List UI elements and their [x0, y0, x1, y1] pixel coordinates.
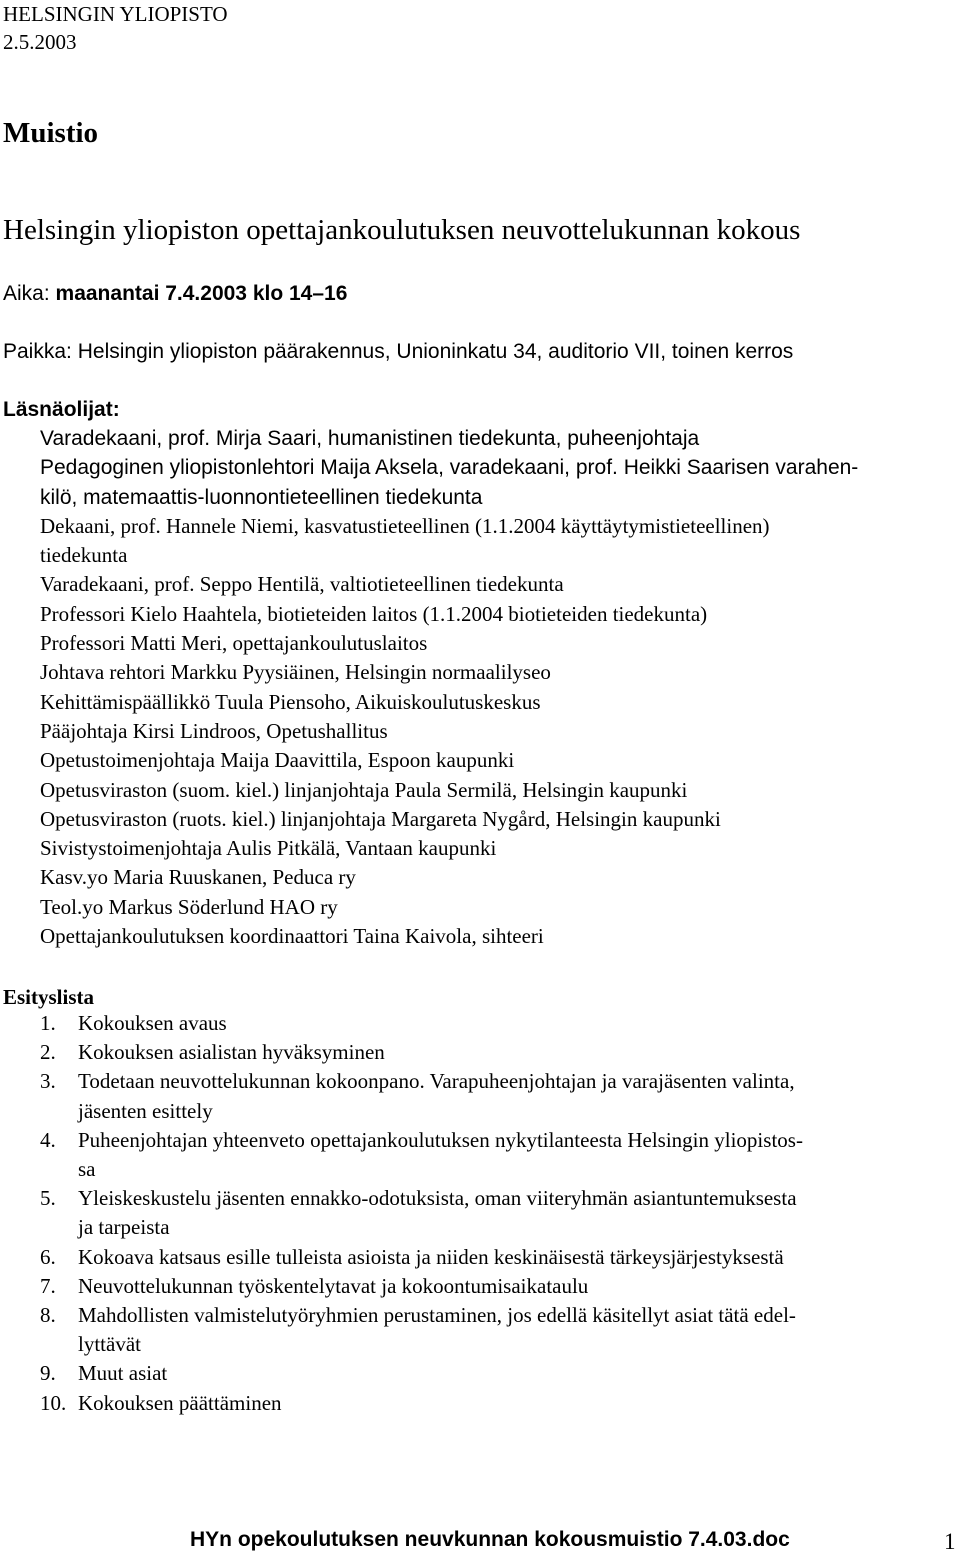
attendee-line: Opetustoimenjohtaja Maija Daavittila, Espoon kaupunki — [40, 748, 515, 773]
document-date: 2.5.2003 — [3, 30, 77, 54]
agenda-item-text: sa — [78, 1157, 96, 1182]
attendee-line: Opetusviraston (suom. kiel.) linjanjohtaja Paula Sermilä, Helsingin kaupunki — [40, 777, 688, 802]
attendee-line: Varadekaani, prof. Seppo Hentilä, valtiotieteellinen tiedekunta — [40, 572, 564, 597]
agenda-list — [40, 1009, 955, 1418]
agenda-item-number: 8. — [40, 1303, 56, 1328]
agenda-item — [40, 1009, 955, 1038]
agenda-item — [40, 1272, 955, 1301]
agenda-item-text: Neuvottelukunnan työskentelytavat ja kokoontumisaikataulu — [78, 1273, 589, 1298]
agenda-item-text: jäsenten esittely — [78, 1098, 213, 1123]
agenda-item-number: 7. — [40, 1273, 56, 1298]
attendee-line: Pääjohtaja Kirsi Lindroos, Opetushallitus — [40, 718, 388, 743]
agenda-item-number: 1. — [40, 1011, 56, 1035]
agenda-item — [40, 1184, 955, 1242]
attendee-line: Kehittämispäällikkö Tuula Piensoho, Aikuiskoulutuskeskus — [40, 689, 541, 714]
attendee-line: Teol.yo Markus Söderlund HAO ry — [40, 894, 338, 919]
agenda-item — [40, 1038, 955, 1067]
agenda-item — [40, 1126, 955, 1184]
organization-name: HELSINGIN YLIOPISTO — [3, 2, 228, 26]
attendee-line: Kasv.yo Maria Ruuskanen, Peduca ry — [40, 865, 356, 890]
attendee-line: Sivistystoimenjohtaja Aulis Pitkälä, Vantaan kaupunki — [40, 836, 497, 861]
agenda-item-text: Mahdollisten valmistelutyöryhmien perustaminen, jos edellä käsitellyt asiat tätä edel- — [78, 1303, 796, 1328]
agenda-item-number: 9. — [40, 1361, 56, 1386]
agenda-heading: Esityslista — [3, 985, 95, 1009]
attendees-heading: Läsnäolijat: — [3, 398, 120, 421]
footer-filename: HYn opekoulutuksen neuvkunnan kokousmuistio 7.4.03.doc — [190, 1528, 790, 1551]
attendee-line: tiedekunta — [40, 543, 128, 568]
agenda-item-text: Kokouksen asialistan hyväksyminen — [78, 1040, 385, 1065]
place-value: Helsingin yliopiston päärakennus, Unioninkatu 34, auditorio VII, toinen kerros — [77, 340, 794, 363]
agenda-item-number: 2. — [40, 1040, 56, 1065]
agenda-item-text: Muut asiat — [78, 1361, 168, 1386]
attendee-line: Opetusviraston (ruots. kiel.) linjanjohtaja Margareta Nygård, Helsingin kaupunki — [40, 806, 721, 831]
attendee-line: Varadekaani, prof. Mirja Saari, humanistinen tiedekunta, puheenjohtaja — [40, 427, 700, 450]
meeting-subtitle: Helsingin yliopiston opettajankoulutuksen neuvottelukunnan kokous — [3, 214, 801, 246]
agenda-item-number: 5. — [40, 1186, 56, 1211]
agenda-item-number: 6. — [40, 1244, 56, 1269]
agenda-item-text: Kokoava katsaus esille tulleista asioista ja niiden keskinäisestä tärkeysjärjestyksestä — [78, 1244, 784, 1269]
document-title: Muistio — [3, 117, 99, 149]
meeting-place — [3, 340, 793, 364]
agenda-item-text: Yleiskeskustelu jäsenten ennakko-odotuksista, oman viiteryhmän asiantuntemuksesta — [78, 1186, 797, 1211]
place-label: Paikka: — [3, 340, 72, 363]
agenda-item — [40, 1243, 955, 1272]
agenda-item-text: Kokouksen avaus — [78, 1011, 227, 1035]
attendee-line: Johtava rehtori Markku Pyysiäinen, Helsingin normaalilyseo — [40, 660, 551, 685]
attendee-line: Dekaani, prof. Hannele Niemi, kasvatustieteellinen (1.1.2004 käyttäytymistieteellinen) — [40, 513, 770, 538]
agenda-item-number: 10. — [40, 1390, 67, 1415]
attendee-line: Pedagoginen yliopistonlehtori Maija Aksela, varadekaani, prof. Heikki Saarisen varahen- — [40, 456, 859, 480]
agenda-item-text: Todetaan neuvottelukunnan kokoonpano. Varapuheenjohtajan ja varajäsenten valinta, — [78, 1069, 795, 1094]
page-number: 1 — [944, 1529, 956, 1554]
attendee-line: kilö, matemaattis-luonnontieteellinen tiedekunta — [40, 485, 483, 509]
attendee-line: Opettajankoulutuksen koordinaattori Taina Kaivola, sihteeri — [40, 924, 544, 949]
agenda-item-text: ja tarpeista — [78, 1215, 170, 1240]
agenda-item-text: Puheenjohtajan yhteenveto opettajankoulutuksen nykytilanteesta Helsingin yliopistos- — [78, 1127, 803, 1152]
attendee-line: Professori Kielo Haahtela, biotieteiden laitos (1.1.2004 biotieteiden tiedekunta) — [40, 601, 708, 626]
attendees-list — [40, 424, 960, 951]
time-label: Aika: — [3, 282, 50, 305]
meeting-time — [3, 282, 347, 306]
agenda-item — [40, 1067, 955, 1125]
agenda-item — [40, 1301, 955, 1359]
agenda-item-text: Kokouksen päättäminen — [78, 1390, 282, 1415]
agenda-item-text: lyttävät — [78, 1332, 141, 1357]
agenda-item-number: 4. — [40, 1127, 56, 1152]
time-value: maanantai 7.4.2003 klo 14–16 — [55, 282, 348, 305]
agenda-item — [40, 1359, 955, 1388]
attendee-line: Professori Matti Meri, opettajankoulutuslaitos — [40, 631, 428, 656]
agenda-item-number: 3. — [40, 1069, 56, 1094]
agenda-item — [40, 1389, 955, 1418]
